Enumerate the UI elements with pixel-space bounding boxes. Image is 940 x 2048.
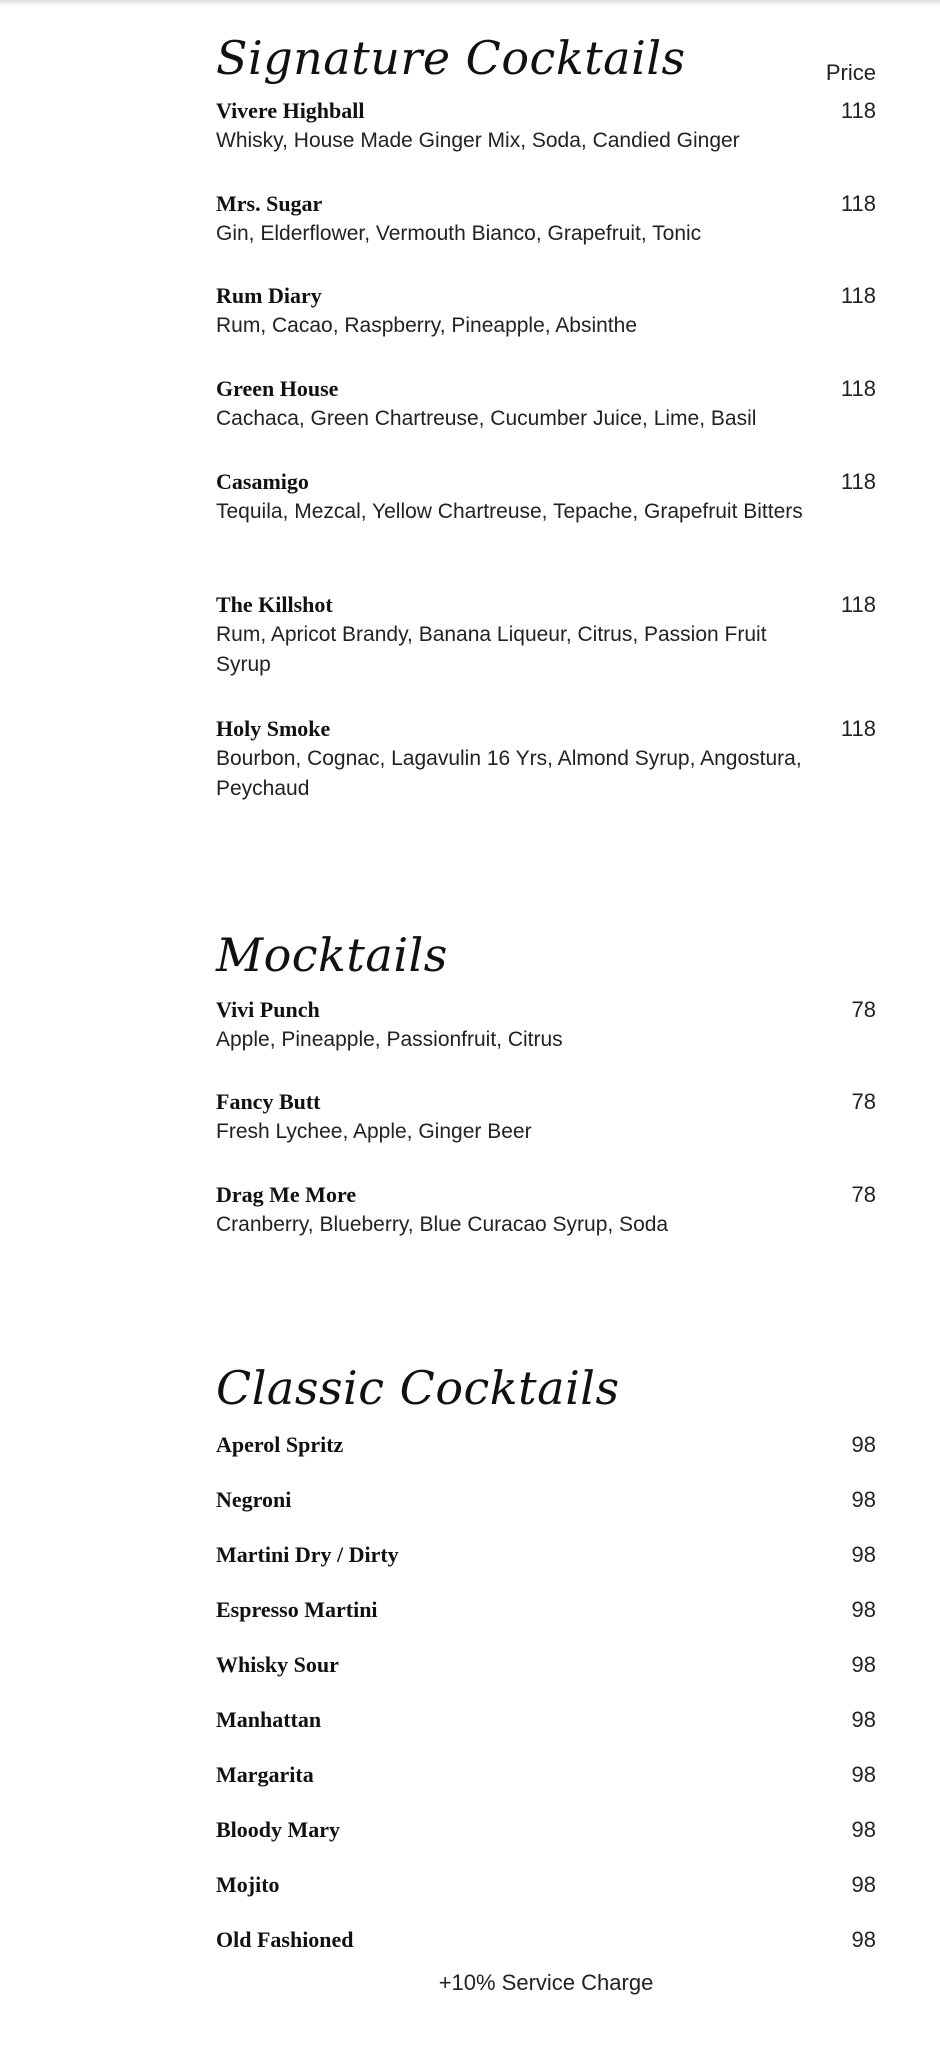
item-price: 98 [851,1432,876,1457]
menu-item-rum-diary [216,281,876,341]
menu-item-whisky-sour [216,1650,876,1680]
item-price: 118 [840,191,876,216]
classic-cocktails-title: Classic Cocktails [216,1361,620,1415]
menu-item-fancy-butt [216,1087,876,1147]
item-price: 78 [851,997,876,1022]
item-name: Rum Diary [216,283,322,308]
menu-item-negroni [216,1485,876,1515]
item-description: Gin, Elderflower, Vermouth Bianco, Grapefruit, Tonic [216,222,702,245]
menu-item-vivi-punch [216,995,876,1055]
item-name: Green House [216,376,339,401]
item-description: Tequila, Mezcal, Yellow Chartreuse, Tepache, Grapefruit Bitters [216,500,803,523]
item-description: Bourbon, Cognac, Lagavulin 16 Yrs, Almond Syrup, Angostura, Peychaud [216,747,802,800]
item-price: 98 [851,1597,876,1622]
item-price: 98 [851,1817,876,1842]
item-price: 98 [851,1762,876,1787]
item-name: Aperol Spritz [216,1432,344,1457]
item-name: Holy Smoke [216,716,331,741]
item-price: 118 [840,98,876,123]
mocktails-title: Mocktails [216,928,448,982]
item-name: Fancy Butt [216,1089,321,1114]
item-price: 78 [851,1182,876,1207]
item-price: 98 [851,1707,876,1732]
item-name: Old Fashioned [216,1927,354,1952]
item-name: Vivi Punch [216,997,320,1022]
item-price: 98 [851,1542,876,1567]
menu-item-green-house [216,374,876,434]
menu-item-mojito [216,1870,876,1900]
item-name: Casamigo [216,469,309,494]
item-description: Rum, Cacao, Raspberry, Pineapple, Absinthe [216,314,638,337]
item-price: 118 [840,592,876,617]
item-name: Manhattan [216,1707,322,1732]
item-price: 118 [840,716,876,741]
item-price: 98 [851,1487,876,1512]
menu-item-vivere-highball [216,96,876,156]
price-header: Price [825,60,876,85]
item-name: Negroni [216,1487,292,1512]
menu-item-manhattan [216,1705,876,1735]
menu-item-martini [216,1540,876,1570]
item-name: Espresso Martini [216,1597,378,1622]
menu-item-espresso-martini [216,1595,876,1625]
service-charge-note: +10% Service Charge [438,1970,654,1995]
item-price: 98 [851,1927,876,1952]
menu-item-margarita [216,1760,876,1790]
item-name: Whisky Sour [216,1652,339,1677]
item-name: Mojito [216,1872,280,1897]
item-name: Vivere Highball [216,98,365,123]
menu-item-casamigo [216,467,876,527]
menu-item-old-fashioned [216,1925,876,1955]
item-description: Cranberry, Blueberry, Blue Curacao Syrup, Soda [216,1213,669,1236]
item-description: Cachaca, Green Chartreuse, Cucumber Juice, Lime, Basil [216,407,757,430]
menu-item-aperol-spritz [216,1430,876,1460]
item-description: Apple, Pineapple, Passionfruit, Citrus [216,1028,563,1051]
item-description: Fresh Lychee, Apple, Ginger Beer [216,1120,532,1143]
item-description: Rum, Apricot Brandy, Banana Liqueur, Citrus, Passion Fruit Syrup [216,623,767,676]
item-description: Whisky, House Made Ginger Mix, Soda, Candied Ginger [216,129,740,152]
item-name: Margarita [216,1762,314,1787]
signature-cocktails-title: Signature Cocktails [216,31,686,85]
item-price: 118 [840,376,876,401]
item-name: Bloody Mary [216,1817,341,1842]
menu-item-holy-smoke [216,714,876,804]
drinks-menu [216,0,876,2048]
item-name: Martini Dry / Dirty [216,1542,399,1567]
item-price: 118 [840,469,876,494]
item-name: Mrs. Sugar [216,191,323,216]
item-price: 98 [851,1652,876,1677]
item-price: 78 [851,1089,876,1114]
item-price: 98 [851,1872,876,1897]
item-name: The Killshot [216,592,333,617]
menu-item-drag-me-more [216,1180,876,1240]
menu-item-the-killshot [216,590,876,680]
menu-item-mrs-sugar [216,189,876,249]
item-name: Drag Me More [216,1182,357,1207]
menu-item-bloody-mary [216,1815,876,1845]
item-price: 118 [840,283,876,308]
